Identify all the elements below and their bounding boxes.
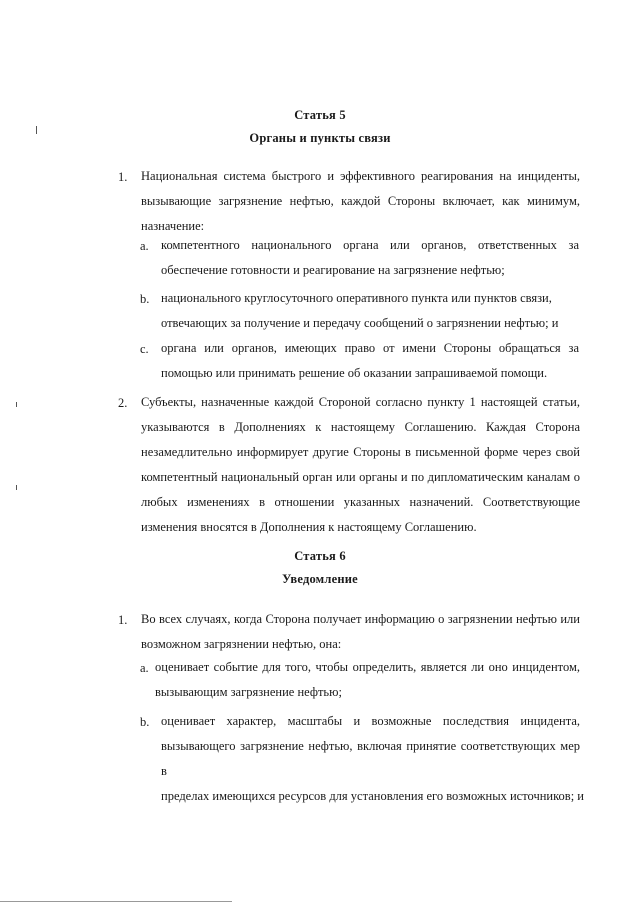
text-line: помощью или принимать решение об оказании запрашиваемой помощи. — [161, 366, 548, 380]
article-6-item-1-number: 1. — [118, 613, 128, 627]
article-5-item-1-text — [141, 164, 580, 239]
text-line: национального круглосуточного оперативного пункта или пунктов связи, — [161, 291, 552, 305]
text-line: назначение: — [141, 219, 205, 233]
article-6-item-1-text — [141, 607, 580, 657]
article-6-subitem-a-letter: a. — [140, 661, 149, 675]
text-line: обеспечение готовности и реагирование на загрязнение нефтью; — [161, 263, 505, 277]
scan-bottom-rule — [0, 901, 232, 902]
text-line: любых изменениях в отношении указанных назначений. Соответствующие — [141, 495, 580, 509]
text-line: оценивает событие для того, чтобы определить, является ли оно инцидентом, — [155, 660, 580, 674]
article-5-subitem-a-text — [161, 233, 579, 283]
text-line: пределах имеющихся ресурсов для установления его возможных источников; и — [161, 789, 584, 803]
article-6-subtitle: Уведомление — [282, 572, 358, 586]
article-5-item-1-number: 1. — [118, 170, 128, 184]
article-5-subitem-c-letter: c. — [140, 342, 149, 356]
article-5-subitem-b-letter: b. — [140, 292, 150, 306]
text-line: компетентного национального органа или органов, ответственных за — [161, 238, 579, 252]
text-line: незамедлительно информирует другие Стороны в письменной форме через свой — [141, 445, 580, 459]
text-line: Национальная система быстрого и эффективного реагирования на инциденты, — [141, 169, 580, 183]
article-5-title: Статья 5 — [294, 108, 346, 122]
article-5-subitem-c-text — [161, 336, 579, 386]
text-line: вызывающим загрязнение нефтью; — [155, 685, 342, 699]
text-line: Во всех случаях, когда Сторона получает информацию о загрязнении нефтью или — [141, 612, 580, 626]
article-5-subitem-b-text — [161, 286, 579, 336]
text-line: вызывающего загрязнение нефтью, включая принятие соответствующих мер в — [161, 739, 580, 778]
article-5-item-2-text — [141, 390, 580, 540]
text-line: компетентный национальный орган или органы и по дипломатическим каналам о — [141, 470, 580, 484]
text-line: Субъекты, назначенные каждой Стороной согласно пункту 1 настоящей статьи, — [141, 395, 580, 409]
text-line: отвечающих за получение и передачу сообщений о загрязнении нефтью; и — [161, 316, 559, 330]
text-line: возможном загрязнении нефтью, она: — [141, 637, 342, 651]
text-line: оценивает характер, масштабы и возможные последствия инцидента, — [161, 714, 580, 728]
article-5-item-2-number: 2. — [118, 396, 128, 410]
scan-mark — [16, 402, 17, 407]
article-6-subitem-b-text — [161, 709, 584, 809]
article-6-title: Статья 6 — [294, 549, 346, 563]
text-line: изменения вносятся в Дополнения к настоящему Соглашению. — [141, 520, 477, 534]
article-6-subitem-a-text — [155, 655, 580, 705]
scan-mark — [16, 485, 17, 490]
text-line: указываются в Дополнениях к настоящему Соглашению. Каждая Сторона — [141, 420, 580, 434]
text-line: вызывающие загрязнение нефтью, каждой Стороны включает, как минимум, — [141, 194, 580, 208]
article-5-subitem-a-letter: a. — [140, 239, 149, 253]
article-6-subitem-b-letter: b. — [140, 715, 150, 729]
article-5-subtitle: Органы и пункты связи — [249, 131, 391, 145]
text-line: органа или органов, имеющих право от имени Стороны обращаться за — [161, 341, 579, 355]
